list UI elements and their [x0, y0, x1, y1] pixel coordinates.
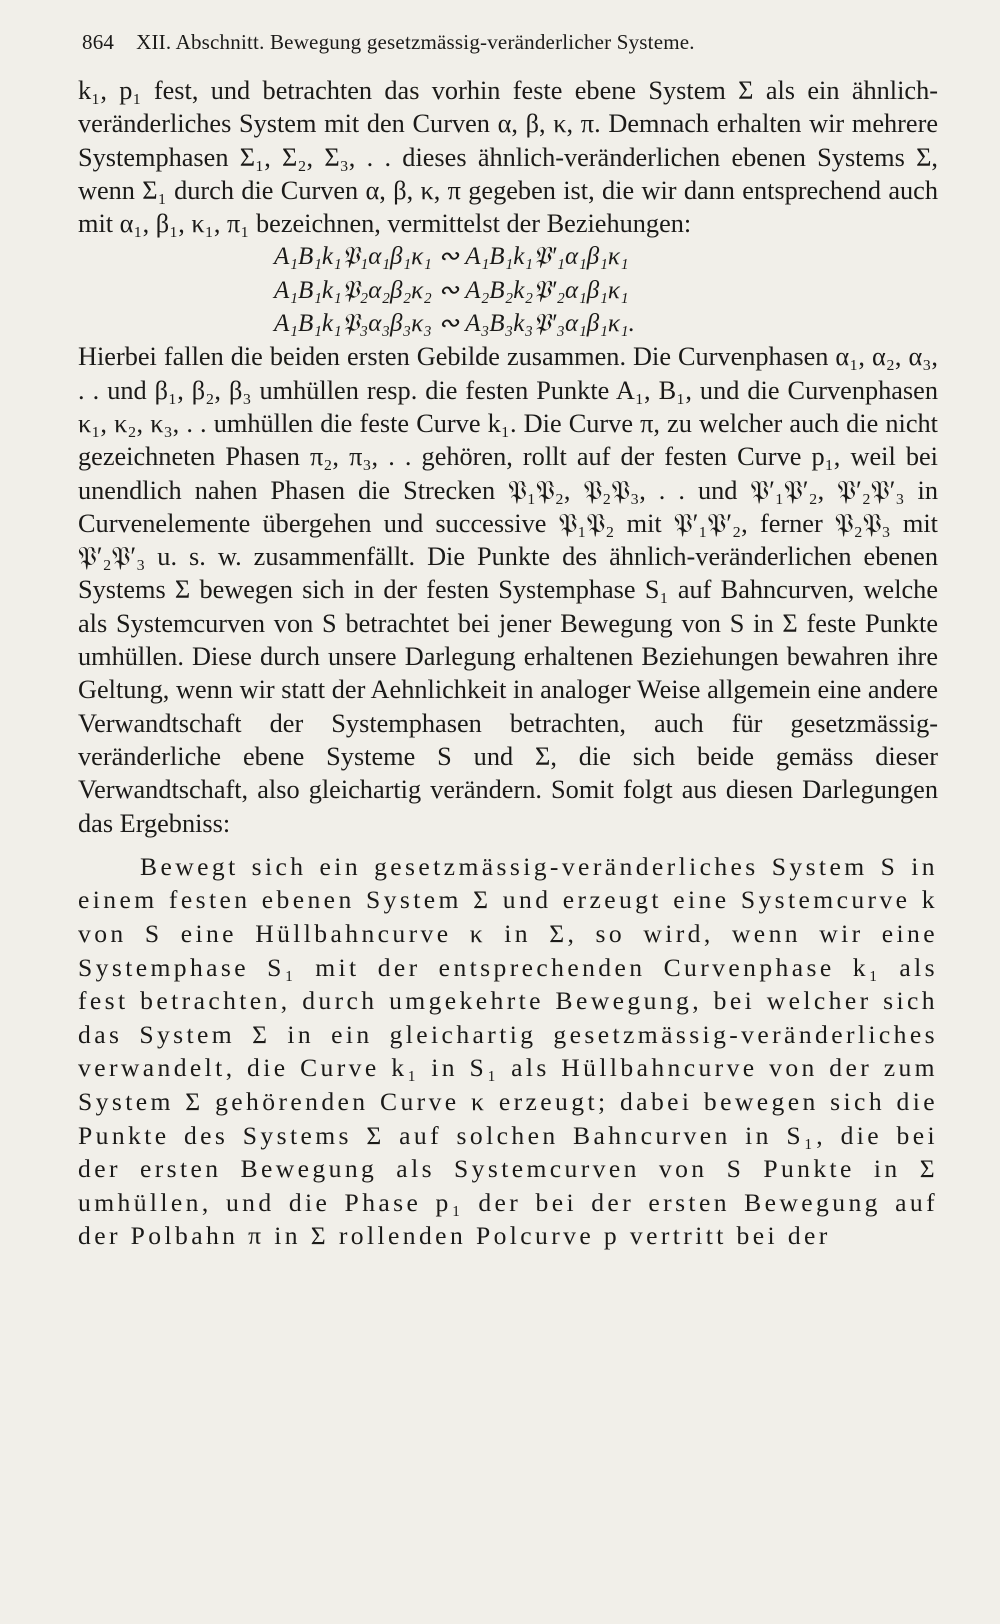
running-head — [78, 30, 938, 74]
body-text — [78, 74, 938, 1253]
paragraph-1: k₁, p₁ fest, und betrachten das vorhin feste ebene System Σ als ein ähnlich-veränderliches System mit den Curven α, β, κ, π. Demnach erhalten wir mehrere Systemphasen Σ₁, Σ₂, Σ₃, . . dieses ähnlich-veränderlichen ebenen Systems Σ, wenn Σ₁ durch die Curven α, β, κ, π gegeben ist, die wir dann entsprechend auch mit α₁, β₁, κ₁, π₁ bezeichnen, vermittelst der Beziehungen: — [78, 76, 938, 239]
section-title: XII. Abschnitt. Bewegung gesetzmässig-veränderlicher Systeme. — [136, 30, 695, 54]
formula-line-2: A₁B₁k₁𝔓₂α₂β₂κ₂ ∾ A₂B₂k₂𝔓′₂α₁β₁κ₁ — [274, 276, 629, 304]
book-page — [78, 30, 938, 1610]
formula-line-3: A₁B₁k₁𝔓₃α₃β₃κ₃ ∾ A₃B₃k₃𝔓′₃α₁β₁κ₁. — [274, 310, 635, 338]
formula-block — [274, 240, 938, 340]
formula-line-1: A₁B₁k₁𝔓₁α₁β₁κ₁ ∾ A₁B₁k₁𝔓′₁α₁β₁κ₁ — [274, 243, 629, 271]
theorem-paragraph: Bewegt sich ein gesetzmässig-veränderliches System S in einem festen ebenen System Σ und erzeugt eine Systemcurve k von S eine Hüllbahncurve κ in Σ, so wird, wenn wir eine Systemphase S₁ mit der entsprechenden Curvenphase k₁ als fest betrachten, durch umgekehrte Bewegung, bei welcher sich das System Σ in ein gleichartig gesetzmässig-veränderliches verwandelt, die Curve k₁ in S₁ als Hüllbahncurve von der zum System Σ gehörenden Curve κ erzeugt; dabei bewegen sich die Punkte des Systems Σ auf solchen Bahncurven in S₁, die bei der ersten Bewegung als Systemcurven von S Punkte in Σ umhüllen, und die Phase p₁ der bei der ersten Bewegung auf der Polbahn π in Σ rollenden Polcurve p vertritt bei der — [78, 851, 938, 1251]
paragraph-2: Hierbei fallen die beiden ersten Gebilde zusammen. Die Curvenphasen α₁, α₂, α₃, . . und β₁, β₂, β₃ umhüllen resp. die festen Punkte A₁, B₁, und die Curvenphasen κ₁, κ₂, κ₃, . . umhüllen die feste Curve k₁. Die Curve π, zu welcher auch die nicht gezeichneten Phasen π₂, π₃, . . gehören, rollt auf der festen Curve p₁, weil bei unendlich nahen Phasen die Strecken 𝔓₁𝔓₂, 𝔓₂𝔓₃, . . und 𝔓′₁𝔓′₂, 𝔓′₂𝔓′₃ in Curvenelemente übergehen und successive 𝔓₁𝔓₂ mit 𝔓′₁𝔓′₂, ferner 𝔓₂𝔓₃ mit 𝔓′₂𝔓′₃ u. s. w. zusammenfällt. Die Punkte des ähnlich-veränderlichen ebenen Systems Σ bewegen sich in der festen Systemphase S₁ auf Bahncurven, welche als Systemcurven von S betrachtet bei jener Bewegung von S in Σ feste Punkte umhüllen. Diese durch unsere Darlegung erhaltenen Beziehungen bewahren ihre Geltung, wenn wir statt der Aehnlichkeit in analoger Weise allgemein eine andere Verwandtschaft der Systemphasen betrachten, auch für gesetzmässig-veränderliche ebene Systeme S und Σ, die sich beide gemäss dieser Verwandtschaft, also gleichartig verändern. Somit folgt aus diesen Darlegungen das Ergebniss: — [78, 342, 938, 838]
page-number: 864 — [82, 30, 115, 54]
